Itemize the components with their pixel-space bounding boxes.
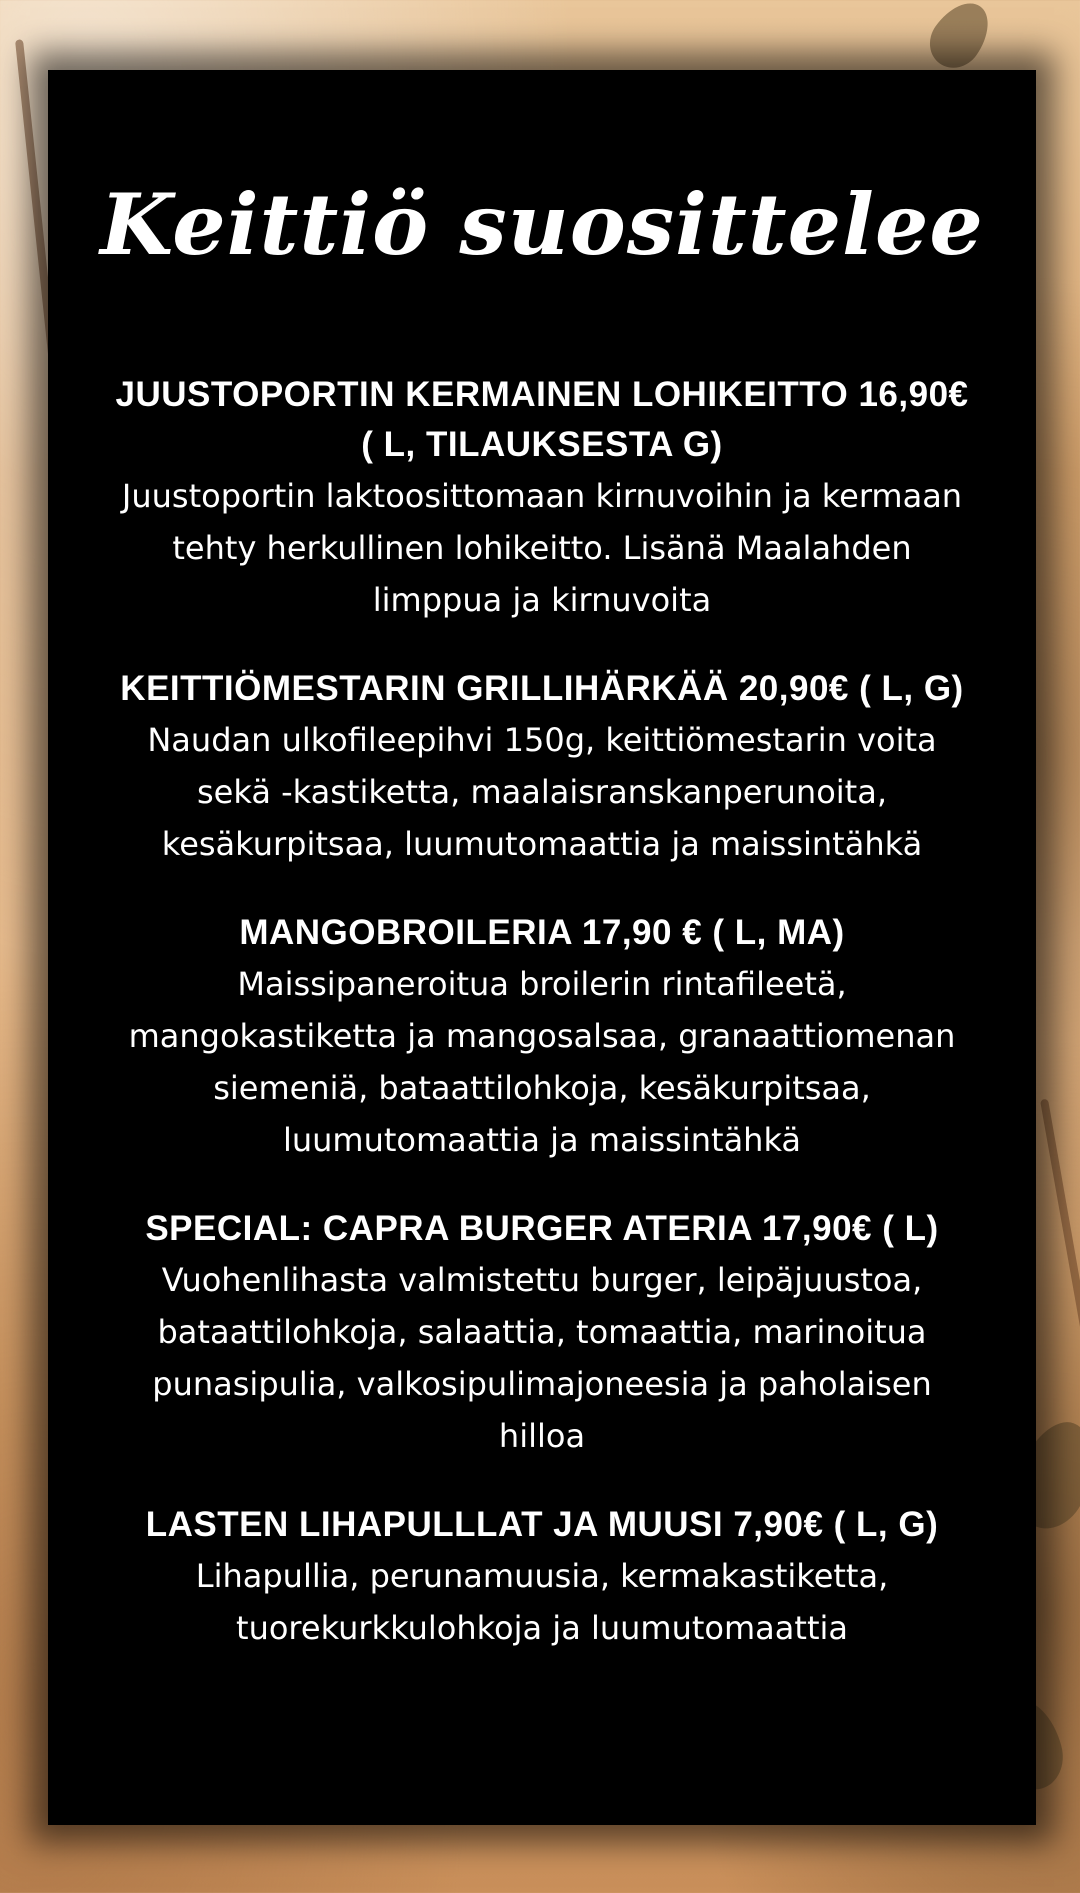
menu-panel	[48, 70, 1036, 1825]
menu-item-name: SPECIAL: CAPRA BURGER ATERIA 17,90€ ( L)	[145, 1209, 939, 1248]
menu-item	[88, 664, 996, 870]
menu-item-description: Juustoportin laktoosittomaan kirnuvoihin ja kermaan tehty herkullinen lohikeitto. Lisänä Maalahden limppua ja kirnuvoita	[121, 477, 963, 619]
menu-item-description: Maissipaneroitua broilerin rintafileetä, mangokastiketta ja mangosalsaa, granaattiomenan siemeniä, bataattilohkoja, kesäkurpitsaa, luumutomaattia ja maissintähkä	[128, 965, 956, 1159]
menu-item-description: Vuohenlihasta valmistettu burger, leipäjuustoa, bataattilohkoja, salaattia, tomaattia, marinoitua punasipulia, valkosipulimajoneesia ja paholaisen hilloa	[152, 1261, 932, 1455]
menu-item-name: KEITTIÖMESTARIN GRILLIHÄRKÄÄ 20,90€ ( L, G)	[120, 669, 964, 708]
menu-item	[88, 908, 996, 1166]
menu-item-description: Naudan ulkofileepihvi 150g, keittiömestarin voita sekä -kastiketta, maalaisranskanperunoita, kesäkurpitsaa, luumutomaattia ja maissintähkä	[147, 721, 937, 863]
background-leaf	[919, 0, 1000, 78]
menu-item-name: JUUSTOPORTIN KERMAINEN LOHIKEITTO 16,90€ ( L, TILAUKSESTA G)	[115, 375, 969, 464]
menu-item	[88, 1204, 996, 1462]
menu-title: Keittiö suosittelee	[100, 175, 984, 274]
menu-item-description: Lihapullia, perunamuusia, kermakastiketta, tuorekurkkulohkoja ja luumutomaattia	[195, 1557, 889, 1647]
menu-item-name: LASTEN LIHAPULLLAT JA MUUSI 7,90€ ( L, G)	[145, 1505, 939, 1544]
menu-list	[88, 370, 996, 1692]
menu-item	[88, 370, 996, 626]
menu-item	[88, 1500, 996, 1654]
menu-item-name: MANGOBROILERIA 17,90 € ( L, MA)	[239, 913, 845, 952]
